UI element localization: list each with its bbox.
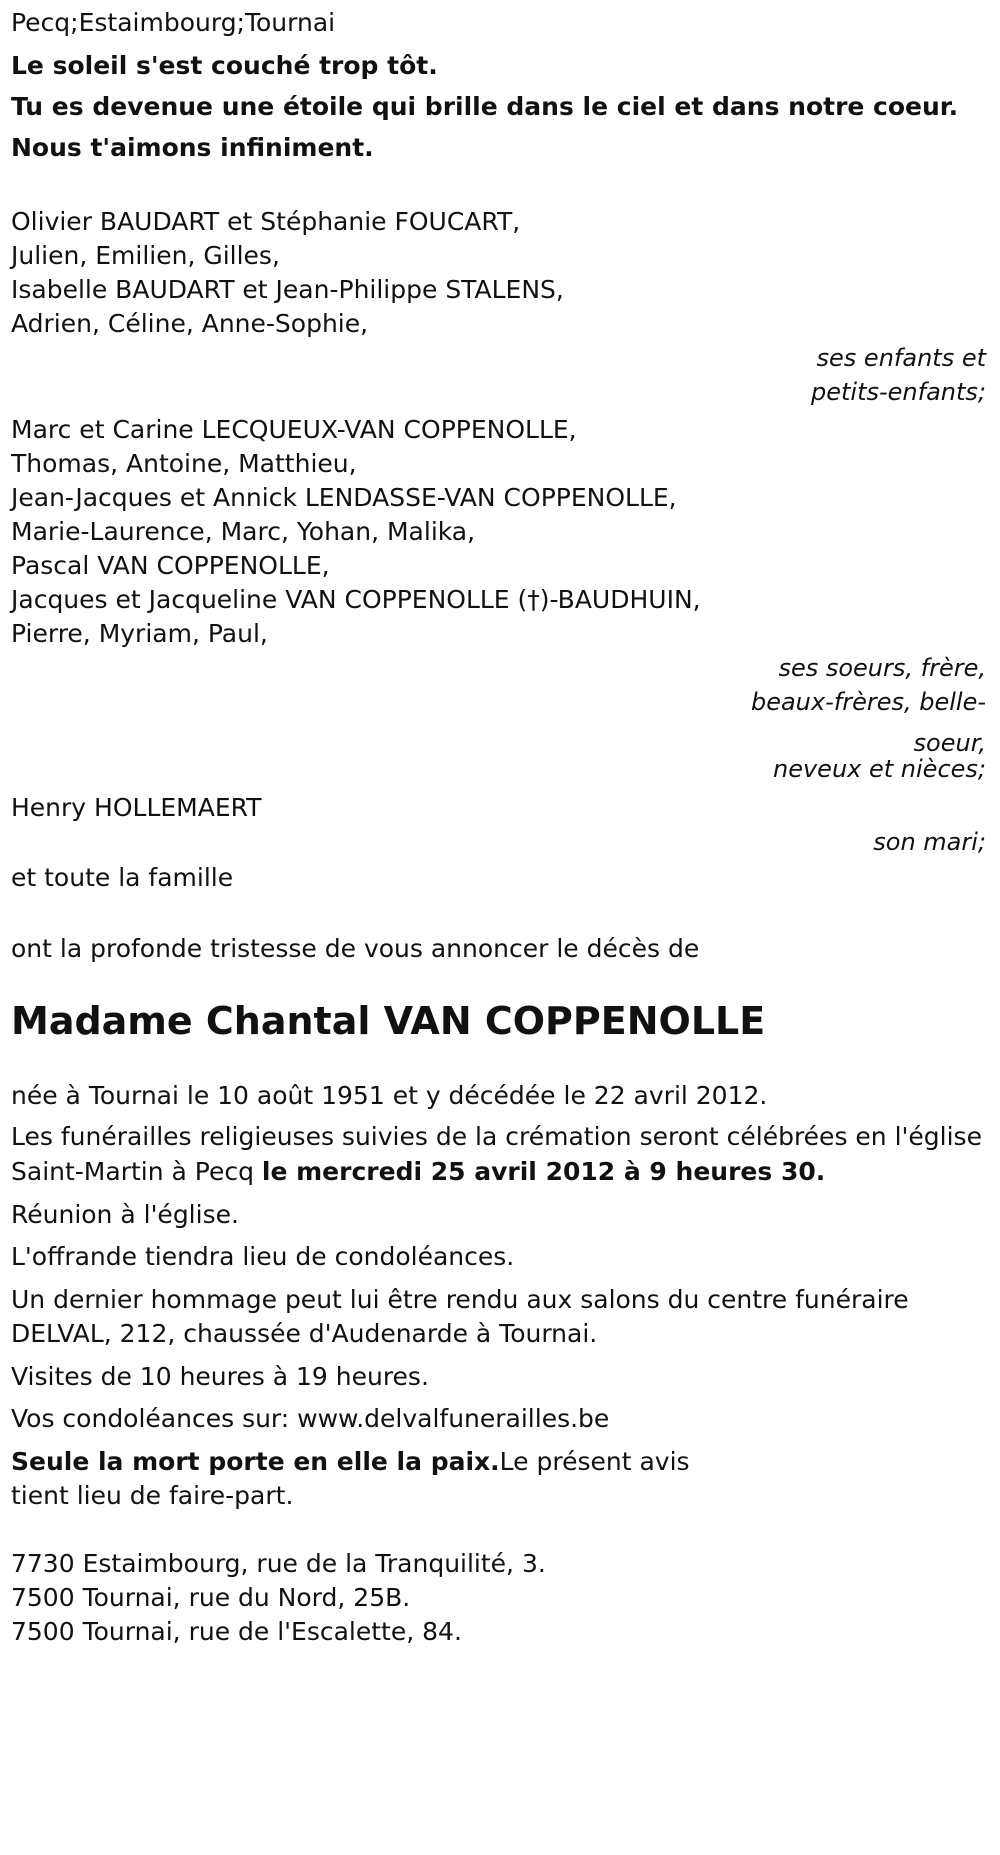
homage-text: Un dernier hommage peut lui être rendu aux salons du centre funéraire DELVAL, 212, chaussée d'Audenarde à Tournai. <box>11 1285 909 1348</box>
deceased-name: Madame Chantal VAN COPPENOLLE <box>11 999 766 1043</box>
family-line: Jacques et Jacqueline VAN COPPENOLLE (†)-BAUDHUIN, <box>11 585 701 614</box>
husband-block <box>11 791 986 859</box>
meeting-text: Réunion à l'église. <box>11 1200 239 1229</box>
quote-line-2: Tu es devenue une étoile qui brille dans le ciel et dans notre coeur. <box>11 92 959 121</box>
family-line: Olivier BAUDART et Stéphanie FOUCART, <box>11 207 521 236</box>
funeral-date: le mercredi 25 avril 2012 à 9 heures 30. <box>261 1157 826 1186</box>
relation-label: soeur, <box>913 729 986 757</box>
family-line: Henry HOLLEMAERT <box>11 793 262 822</box>
address-line: 7730 Estaimbourg, rue de la Tranquilité, 3. <box>11 1549 546 1578</box>
closing-plain: Le présent avis tient lieu de faire-part. <box>11 1447 690 1510</box>
addresses-block <box>11 1547 986 1649</box>
family-line: Marc et Carine LECQUEUX-VAN COPPENOLLE, <box>11 415 577 444</box>
address-line: 7500 Tournai, rue du Nord, 25B. <box>11 1583 411 1612</box>
obituary-notice <box>11 0 986 1649</box>
relation-label: petits-enfants; <box>811 378 986 406</box>
quote-line-1: Le soleil s'est couché trop tôt. <box>11 51 438 80</box>
family-line: Thomas, Antoine, Matthieu, <box>11 449 357 478</box>
address-line: 7500 Tournai, rue de l'Escalette, 84. <box>11 1617 462 1646</box>
family-line: Julien, Emilien, Gilles, <box>11 241 280 270</box>
visits-text: Visites de 10 heures à 19 heures. <box>11 1362 429 1391</box>
rest-of-family: et toute la famille <box>11 863 234 892</box>
relation-label: neveux et nièces; <box>773 755 986 783</box>
condolences-text: Vos condoléances sur: www.delvalfunerailles.be <box>11 1404 610 1433</box>
closing-text <box>11 1445 751 1513</box>
relation-label: beaux-frères, belle- <box>750 688 986 716</box>
family-line: Pascal VAN COPPENOLLE, <box>11 551 330 580</box>
offering-text: L'offrande tiendra lieu de condoléances. <box>11 1242 515 1271</box>
relation-label: ses soeurs, frère, <box>778 654 986 682</box>
announcement-text: ont la profonde tristesse de vous annoncer le décès de <box>11 934 700 963</box>
relation-label: ses enfants et <box>816 344 986 372</box>
funeral-description: Les funérailles religieuses suivies de la crémation seront célébrées en l'église Saint-Martin à Pecq <box>11 1122 982 1186</box>
birth-death-text: née à Tournai le 10 août 1951 et y décédée le 22 avril 2012. <box>11 1081 768 1110</box>
quote-line-3: Nous t'aimons infiniment. <box>11 133 374 162</box>
places-line: Pecq;Estaimbourg;Tournai <box>11 8 336 37</box>
family-line: Isabelle BAUDART et Jean-Philippe STALENS, <box>11 275 564 304</box>
family-line: Adrien, Céline, Anne-Sophie, <box>11 309 369 338</box>
relation-label: son mari; <box>873 828 986 856</box>
closing-bold: Seule la mort porte en elle la paix. <box>11 1447 500 1476</box>
family-line: Pierre, Myriam, Paul, <box>11 619 268 648</box>
family-line: Jean-Jacques et Annick LENDASSE-VAN COPPENOLLE, <box>11 483 677 512</box>
family-line: Marie-Laurence, Marc, Yohan, Malika, <box>11 517 476 546</box>
children-block <box>11 205 986 409</box>
siblings-block <box>11 413 986 783</box>
funeral-text <box>11 1119 986 1189</box>
